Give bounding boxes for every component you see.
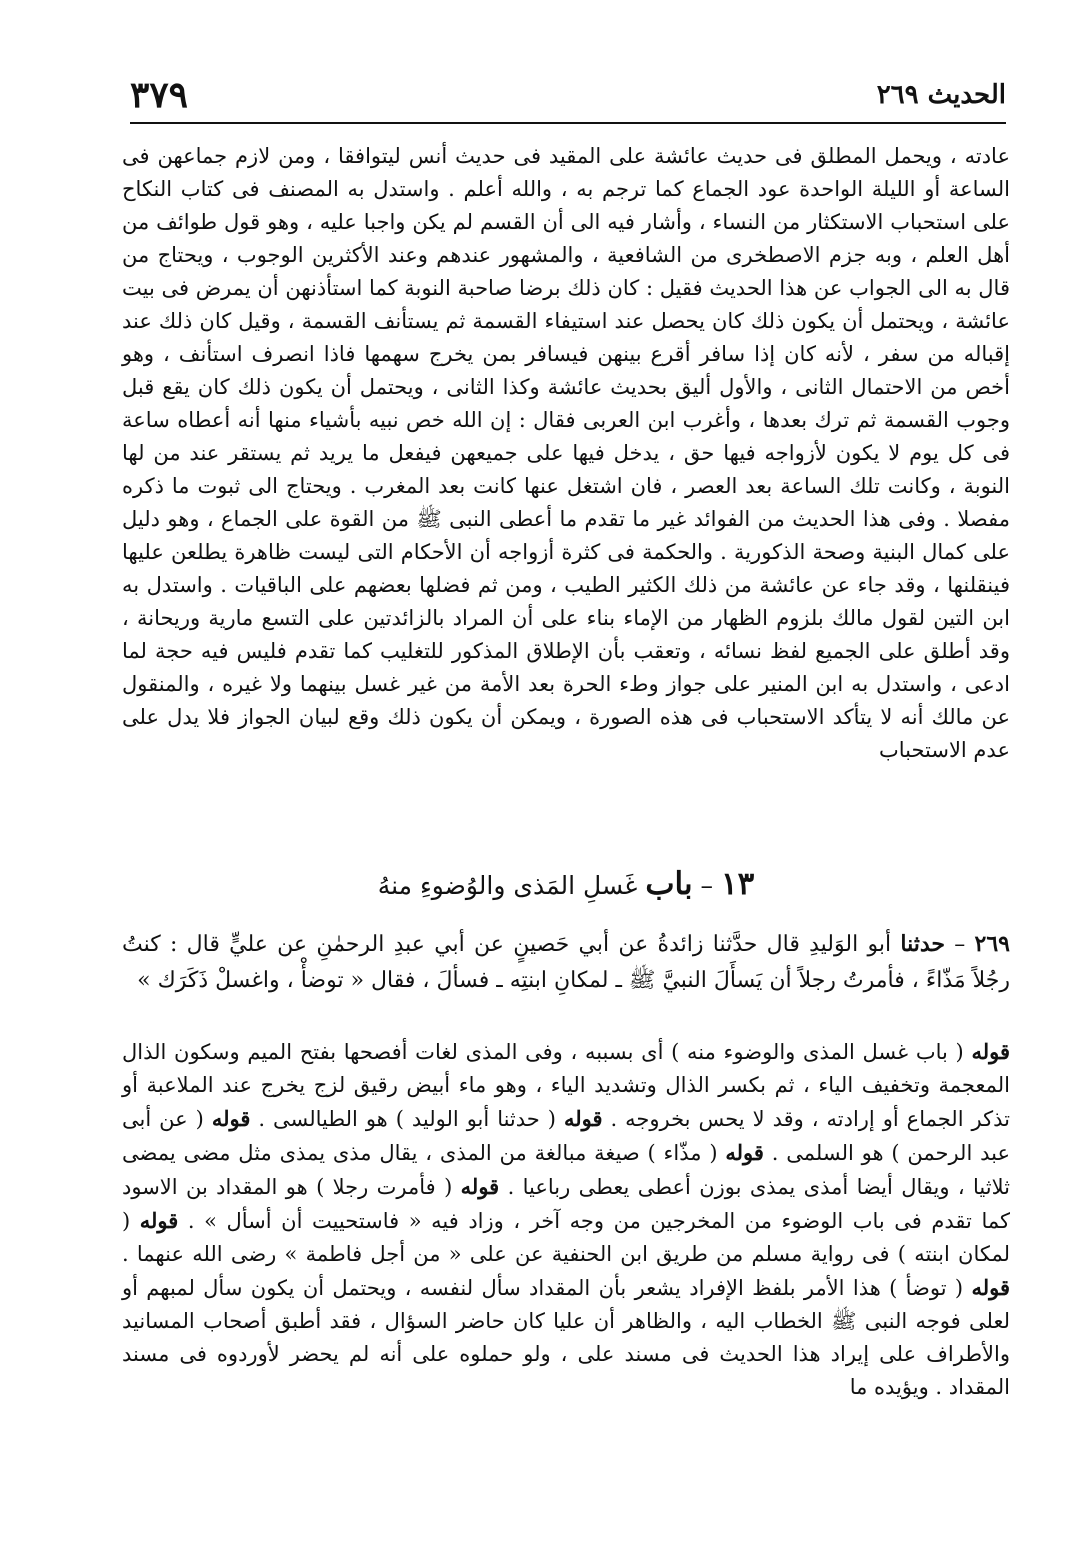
commentary-top: عادته ، ويحمل المطلق فى حديث عائشة على المقيد فى حديث أنس ليتوافقا ، ومن لازم جماعهن فى الساعة أو الليلة الواحدة عود الجماع كما ترجم به ، والله أعلم . واستدل به المصنف فى كتاب النكاح على استحباب الاستكثار من النساء ، وأشار فيه الى أن القسم لم يكن واجبا عليه ، وهو قول طوائف من أهل العلم ، وبه جزم الاصطخرى من الشافعية ، والمشهور عندهم وعند الأكثرين الوجوب ، ويحتاج من قال به الى الجواب عن هذا الحديث فقيل : كان ذلك برضا صاحبة النوبة كما استأذنهن أن يمرض فى بيت عائشة ، ويحتمل أن يكون ذلك كان يحصل عند استيفاء القسمة ثم يستأنف القسمة ، وقيل كان ذلك عند إقباله من سفر ، لأنه كان إذا سافر أقرع بينهن فيسافر بمن يخرج سهمها فاذا انصرف استأنف ، وهو أخص من الاحتمال الثانى ، والأول أليق بحديث عائشة وكذا الثانى ، ويحتمل أن يكون ذلك كان يقع قبل وجوب القسمة ثم ترك بعدها ، وأغرب ابن العربى فقال : إن الله خص نبيه بأشياء منها أنه أعطاه ساعة فى كل يوم لا يكون لأزواجه فيها حق ، يدخل فيها على جميعهن فيفعل ما يريد ثم يستقر عند من لها النوبة ، وكانت تلك الساعة بعد العصر ، فان اشتغل عنها كانت بعد المغرب . ويحتاج الى ثبوت ما ذكره مفصلا . وفى هذا الحديث من الفوائد غير ما تقدم ما أعطى النبى ﷺ من القوة على الجماع ، وهو دليل على كمال البنية وصحة الذكورية . والحكمة فى كثرة أزواجه أن الأحكام التى ليست ظاهرة يطلعن عليها فينقلنها ، وقد جاء عن عائشة من ذلك الكثير الطيب ، ومن ثم فضلها بعضهم على الباقيات . واستدل به ابن التين لقول مالك بلزوم الظهار من الإماء بناء على أن المراد بالزائدتين على التسع مارية وريحانة ، وقد أطلق على الجميع لفظ نسائه ، وتعقب بأن الإطلاق المذكور للتغليب كما تقدم فليس فيه حجة لما ادعى ، واستدل به ابن المنير على جواز وطء الحرة بعد الأمة من غير غسل بينهما ولا غيره ، والمنقول عن مالك أنه لا يتأكد الاستحباب فى هذه الصورة ، ويمكن أن يكون ذلك وقع لبيان الجواز فلا يدل على عدم الاستحباب [122,144,1010,762]
hadith-dash: – [944,932,966,957]
page-header [130,72,1006,124]
commentary-segment: ( فأمرت رجلا ) هو المقداد بن الاسود كما تقدم فى باب الوضوء من المخرجين من وجه آخر ، وزاد فيه « فاستحييت أن أسأل » . [122,1175,1010,1233]
commentary-bottom [122,1035,1010,1404]
hadith-text: أبو الوَليدِ قال حدَّثنا زائدةُ عن أبي حَصينٍ عن أبي عبدِ الرحمٰنِ عن عليٍّ قال : كنتُ رجُلاً مَذّاءً ، فأمرتُ رجلاً أن يَسأَلَ النبيَّ ﷺ ـ لمكانِ ابنتِه ـ فسألَ ، فقال « توضأْ ، واغسلْ ذَكَرَك » [122,932,1010,993]
qawluh-label: قوله [460,1174,500,1199]
commentary-segment: ( باب غسل المذى والوضوء منه ) أى بسببه ، وفى المذى لغات أفصحها بفتح الميم وسكون الذال المعجمة وتخفيف الياء ، ثم بكسر الذال وتشديد الياء ، وهو ماء أبيض رقيق لزج يخرج عند الملاعبة أو تذكر الجماع أو إرادته ، وقد لا يحس بخروجه . [122,1040,1010,1131]
qawluh-label: قوله [211,1106,251,1131]
qawluh-label: قوله [139,1208,179,1233]
running-title: الحديث ٢٦٩ [876,80,1006,110]
commentary-segment: ( حدثنا أبو الوليد ) هو الطيالسى . [258,1107,556,1131]
qawluh-label: قوله [725,1140,764,1165]
commentary-segment: ( لمكان ابنته ) فى رواية مسلم من طريق ابن الحنفية عن على « من أجل فاطمة » رضى الله عنهما . [122,1209,1010,1266]
hadith-block [122,926,1010,999]
commentary-segment: ( مذّاء ) صيغة مبالغة من المذى ، يقال مذى يمذى مثل مضى يمضى ثلاثيا ، ويقال أيضا أمذى يمذى بوزن أعطى يعطى رباعيا . [122,1141,1010,1199]
page-number: ٣٧٩ [130,74,189,116]
chapter-title: غَسلِ المَذى والوُضوءِ منهُ [377,871,638,900]
chapter-label: باب [645,866,693,902]
chapter-dash: – [692,871,714,900]
chapter-number: ١٣ [720,866,755,902]
haddathana-word: حدثنا [900,931,945,957]
qawluh-label: قوله [971,1275,1010,1300]
commentary-segment: ( توضأ ) هذا الأمر بلفظ الإفراد يشعر بأن المقداد سأل لنفسه ، ويحتمل أن يكون سأل لمبهم أو لعلى فوجه النبى ﷺ الخطاب اليه ، والظاهر أن عليا كان حاضر السؤال ، فقد أطبق أصحاب المسانيد والأطراف على إيراد هذا الحديث فى مسند على ، ولو حملوه على أنه لم يحضر لأوردوه فى مسند المقداد . ويؤيده ما [122,1276,1010,1399]
qawluh-label: قوله [971,1039,1010,1064]
commentary-segment: ( عن أبى عبد الرحمن ) هو السلمى . [122,1107,1010,1165]
header-rule [130,122,1006,124]
hadith-number: ٢٦٩ [974,931,1010,957]
qawluh-label: قوله [563,1106,603,1131]
chapter-heading [122,866,1010,904]
